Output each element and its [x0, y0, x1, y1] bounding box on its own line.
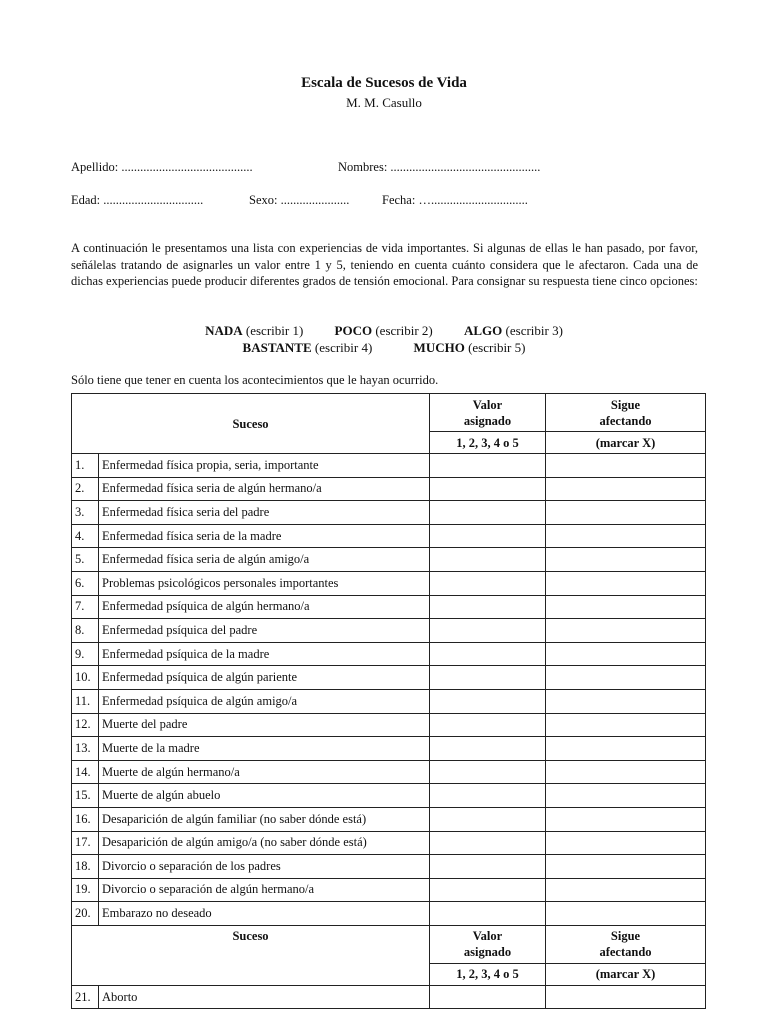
event-number: 3.: [72, 501, 99, 525]
value-input-cell[interactable]: [430, 548, 546, 572]
affect-mark-cell[interactable]: [546, 666, 706, 690]
event-description: Divorcio o separación de algún hermano/a: [99, 878, 430, 902]
nombres-field[interactable]: Nombres: ................................................: [338, 160, 541, 174]
event-description: Enfermedad psíquica de algún pariente: [99, 666, 430, 690]
event-description: Enfermedad física seria de algún amigo/a: [99, 548, 430, 572]
event-number: 6.: [72, 571, 99, 595]
document-title: Escala de Sucesos de Vida: [301, 75, 467, 91]
table-row: [72, 454, 706, 478]
event-number: 7.: [72, 595, 99, 619]
value-input-cell[interactable]: [430, 642, 546, 666]
value-input-cell[interactable]: [430, 985, 546, 1009]
event-description: Enfermedad psíquica del padre: [99, 619, 430, 643]
apellido-field[interactable]: Apellido: ..........................................: [71, 160, 253, 174]
event-description: Enfermedad física seria de la madre: [99, 524, 430, 548]
event-number: 2.: [72, 477, 99, 501]
event-number: 15.: [72, 784, 99, 808]
affect-mark-cell[interactable]: [546, 737, 706, 761]
table-row: [72, 666, 706, 690]
event-number: 18.: [72, 855, 99, 879]
value-input-cell[interactable]: [430, 666, 546, 690]
value-input-cell[interactable]: [430, 595, 546, 619]
event-description: Muerte de algún abuelo: [99, 784, 430, 808]
value-input-cell[interactable]: [430, 454, 546, 478]
event-number: 14.: [72, 760, 99, 784]
option-mucho: MUCHO (escribir 5): [413, 340, 526, 355]
affect-mark-cell[interactable]: [546, 878, 706, 902]
value-hint: 1, 2, 3, 4 o 5: [430, 963, 546, 985]
affect-mark-cell[interactable]: [546, 477, 706, 501]
table-row: [72, 784, 706, 808]
event-number: 13.: [72, 737, 99, 761]
affect-mark-cell[interactable]: [546, 548, 706, 572]
table-row: [72, 855, 706, 879]
value-input-cell[interactable]: [430, 571, 546, 595]
event-number: 20.: [72, 902, 99, 926]
event-description: Enfermedad psíquica de algún amigo/a: [99, 689, 430, 713]
table-row: [72, 760, 706, 784]
option-bastante: BASTANTE (escribir 4): [242, 340, 373, 355]
value-input-cell[interactable]: [430, 619, 546, 643]
table-row: [72, 524, 706, 548]
event-description: Muerte del padre: [99, 713, 430, 737]
affect-mark-cell[interactable]: [546, 524, 706, 548]
affect-hint: (marcar X): [546, 432, 706, 454]
event-number: 16.: [72, 807, 99, 831]
event-description: Enfermedad física seria del padre: [99, 501, 430, 525]
option-nada: NADA (escribir 1): [205, 323, 304, 338]
header-suceso: Suceso: [72, 394, 430, 454]
event-number: 5.: [72, 548, 99, 572]
value-input-cell[interactable]: [430, 878, 546, 902]
value-input-cell[interactable]: [430, 855, 546, 879]
value-hint: 1, 2, 3, 4 o 5: [430, 432, 546, 454]
instructions-paragraph: A continuación le presentamos una lista con experiencias de vida importantes. Si algunas de ellas le han pasado, por favor, señálelas tratando de asignarles un valor entre 1 y 5, teniendo en cuenta cuánto considera que le afectaron. Cada una de dichas experiencias puede producir diferentes grados de tensión emocional. Para consignar su respuesta tiene cinco opciones:: [71, 241, 698, 288]
event-description: Muerte de la madre: [99, 737, 430, 761]
value-input-cell[interactable]: [430, 689, 546, 713]
option-poco: POCO (escribir 2): [334, 323, 433, 338]
event-description: Enfermedad psíquica de algún hermano/a: [99, 595, 430, 619]
table-row: [72, 878, 706, 902]
table-row: [72, 548, 706, 572]
value-input-cell[interactable]: [430, 477, 546, 501]
value-input-cell[interactable]: [430, 807, 546, 831]
event-description: Embarazo no deseado: [99, 902, 430, 926]
table-row: [72, 985, 706, 1009]
event-number: 8.: [72, 619, 99, 643]
option-algo: ALGO (escribir 3): [463, 323, 563, 338]
table-header-row: [72, 394, 706, 432]
header-sigue-afectando: Sigue afectando: [546, 925, 706, 963]
life-events-table: [71, 393, 706, 1009]
event-description: Enfermedad física propia, seria, importante: [99, 454, 430, 478]
affect-mark-cell[interactable]: [546, 595, 706, 619]
value-input-cell[interactable]: [430, 760, 546, 784]
value-input-cell[interactable]: [430, 902, 546, 926]
event-description: Enfermedad física seria de algún hermano/a: [99, 477, 430, 501]
affect-mark-cell[interactable]: [546, 689, 706, 713]
value-input-cell[interactable]: [430, 784, 546, 808]
affect-mark-cell[interactable]: [546, 619, 706, 643]
table-row: [72, 571, 706, 595]
event-number: 11.: [72, 689, 99, 713]
table-row: [72, 902, 706, 926]
table-row: [72, 619, 706, 643]
affect-mark-cell[interactable]: [546, 642, 706, 666]
event-number: 21.: [72, 985, 99, 1009]
header-suceso: Suceso: [72, 925, 430, 985]
sexo-field[interactable]: Sexo: ......................: [249, 193, 350, 207]
event-number: 10.: [72, 666, 99, 690]
fecha-field[interactable]: Fecha: …...............................: [382, 193, 528, 207]
affect-mark-cell[interactable]: [546, 571, 706, 595]
affect-mark-cell[interactable]: [546, 501, 706, 525]
table-header-row: [72, 925, 706, 963]
affect-mark-cell[interactable]: [546, 985, 706, 1009]
table-row: [72, 501, 706, 525]
affect-mark-cell[interactable]: [546, 831, 706, 855]
table-row: [72, 737, 706, 761]
affect-mark-cell[interactable]: [546, 855, 706, 879]
event-number: 1.: [72, 454, 99, 478]
affect-mark-cell[interactable]: [546, 784, 706, 808]
value-input-cell[interactable]: [430, 524, 546, 548]
event-description: Muerte de algún hermano/a: [99, 760, 430, 784]
event-description: Enfermedad psíquica de la madre: [99, 642, 430, 666]
table-row: [72, 477, 706, 501]
table-row: [72, 807, 706, 831]
event-description: Desaparición de algún amigo/a (no saber dónde está): [99, 831, 430, 855]
value-input-cell[interactable]: [430, 737, 546, 761]
value-input-cell[interactable]: [430, 831, 546, 855]
affect-mark-cell[interactable]: [546, 760, 706, 784]
affect-mark-cell[interactable]: [546, 454, 706, 478]
affect-hint: (marcar X): [546, 963, 706, 985]
table-row: [72, 642, 706, 666]
table-row: [72, 831, 706, 855]
event-number: 19.: [72, 878, 99, 902]
event-description: Problemas psicológicos personales importantes: [99, 571, 430, 595]
event-number: 9.: [72, 642, 99, 666]
event-description: Desaparición de algún familiar (no saber dónde está): [99, 807, 430, 831]
table-row: [72, 689, 706, 713]
document-author: M. M. Casullo: [346, 95, 422, 110]
instructions-note: Sólo tiene que tener en cuenta los acontecimientos que le hayan ocurrido.: [71, 373, 439, 387]
affect-mark-cell[interactable]: [546, 902, 706, 926]
affect-mark-cell[interactable]: [546, 807, 706, 831]
event-number: 12.: [72, 713, 99, 737]
table-row: [72, 713, 706, 737]
edad-field[interactable]: Edad: ................................: [71, 193, 204, 207]
table-row: [72, 595, 706, 619]
header-valor-asignado: Valor asignado: [430, 394, 546, 432]
value-input-cell[interactable]: [430, 713, 546, 737]
event-description: Aborto: [99, 985, 430, 1009]
event-number: 4.: [72, 524, 99, 548]
event-number: 17.: [72, 831, 99, 855]
header-sigue-afectando: Sigue afectando: [546, 394, 706, 432]
affect-mark-cell[interactable]: [546, 713, 706, 737]
value-input-cell[interactable]: [430, 501, 546, 525]
event-description: Divorcio o separación de los padres: [99, 855, 430, 879]
header-valor-asignado: Valor asignado: [430, 925, 546, 963]
